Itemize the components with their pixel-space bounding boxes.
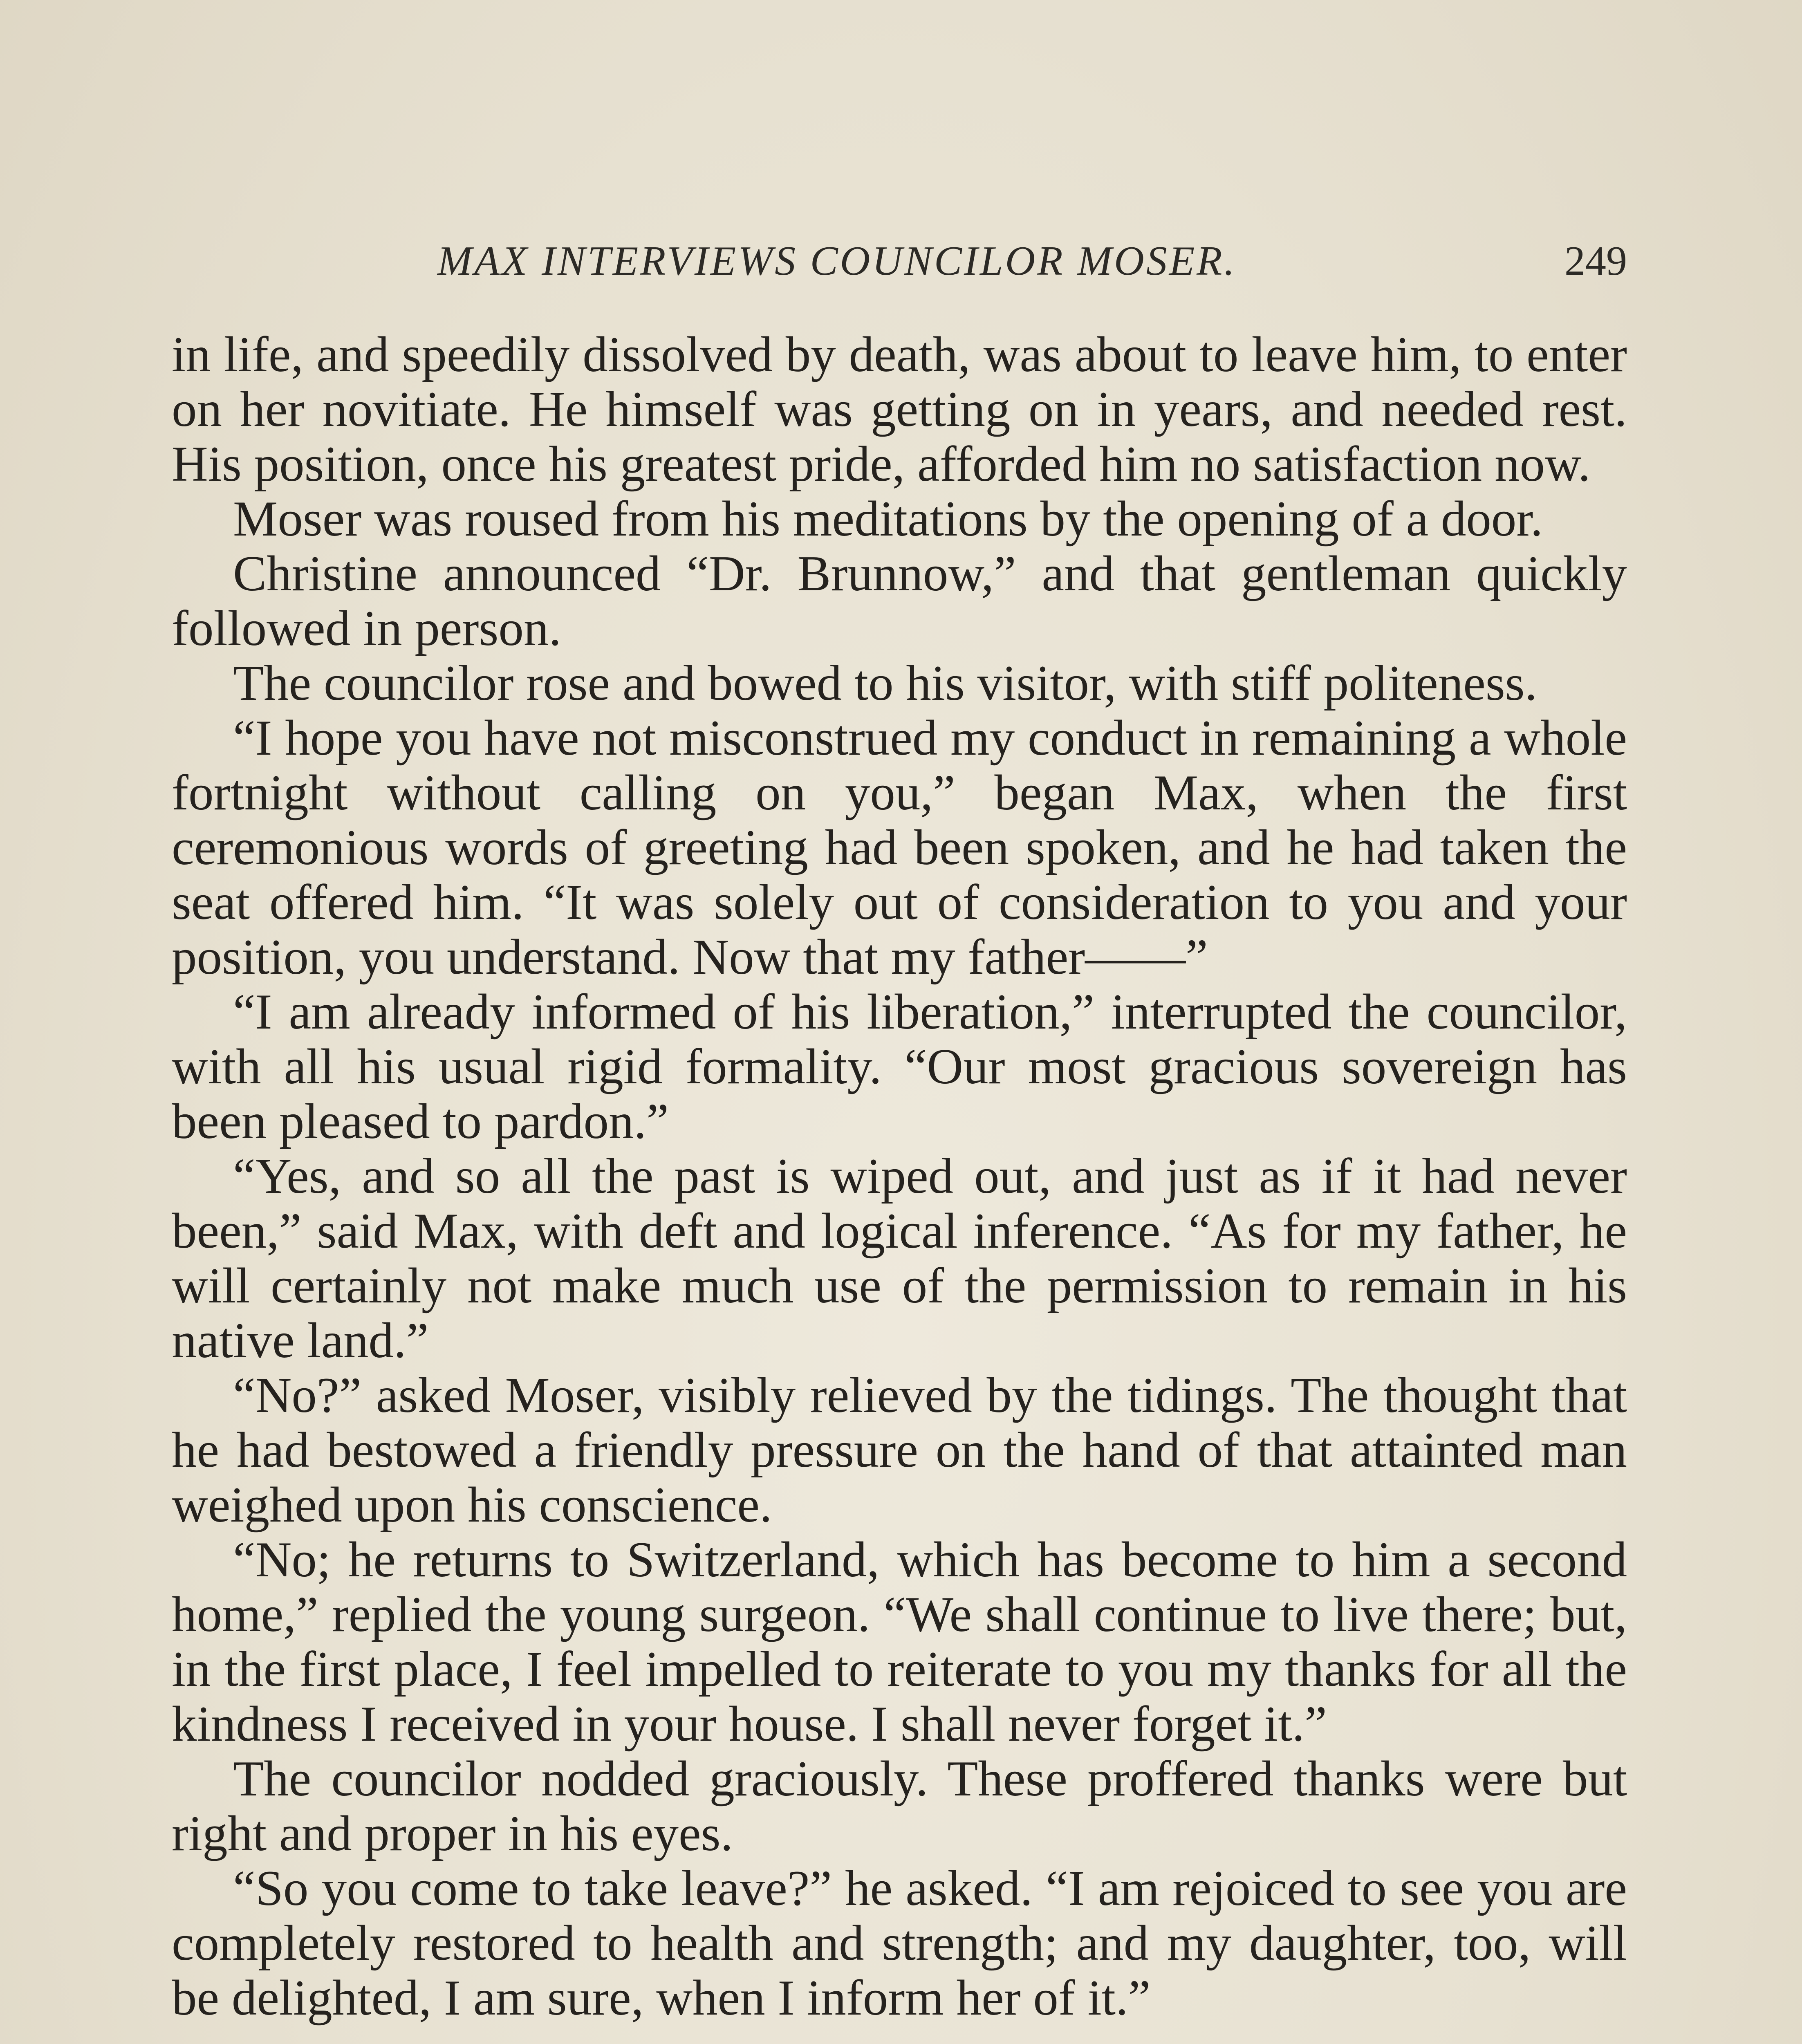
page-header — [180, 229, 1627, 311]
paragraph: in life, and speedily dissolved by death, was about to leave him, to enter on her novitiate. He himself was getting on in years, and needed rest. His position, once his greatest pride, afforded him no satisfaction now. — [172, 326, 1627, 492]
paragraph: The councilor rose and bowed to his visitor, with stiff politeness. — [233, 655, 1538, 711]
paragraph: “I hope you have not misconstrued my conduct in remaining a whole fortnight without calling on you,” began Max, when the first ceremonious words of greeting had been spoken, and he had taken the seat offered him. “It was solely out of consideration to you and your position, you understand. Now that my father——” — [172, 710, 1627, 985]
body-text — [172, 327, 1627, 2025]
paragraph: Christine announced “Dr. Brunnow,” and that gentleman quickly followed in person. — [172, 545, 1627, 656]
page-number: 249 — [1564, 238, 1627, 284]
running-title: MAX INTERVIEWS COUNCILOR MOSER. — [437, 238, 1237, 284]
paragraph: Moser was roused from his meditations by the opening of a door. — [233, 491, 1543, 547]
paragraph: “So you come to take leave?” he asked. “I am rejoiced to see you are completely restored to health and strength; and my daughter, too, will be delighted, I am sure, when I inform her of it.” — [172, 1860, 1627, 2026]
paragraph: The councilor nodded graciously. These proffered thanks were but right and proper in his eyes. — [172, 1750, 1627, 1861]
paragraph: “No?” asked Moser, visibly relieved by the tidings. The thought that he had bestowed a friendly pressure on the hand of that attainted man weighed upon his conscience. — [172, 1367, 1627, 1533]
paragraph: “Yes, and so all the past is wiped out, and just as if it had never been,” said Max, with deft and logical inference. “As for my father, he will certainly not make much use of the permission to remain in his native land.” — [172, 1148, 1627, 1368]
paragraph: “I am already informed of his liberation,” interrupted the councilor, with all his usual rigid formality. “Our most gracious sovereign has been pleased to pardon.” — [172, 984, 1627, 1149]
paragraph: “No; he returns to Switzerland, which has become to him a second home,” replied the young surgeon. “We shall continue to live there; but, in the first place, I feel impelled to reiterate to you my thanks for all the kindness I received in your house. I shall never forget it.” — [172, 1531, 1627, 1752]
